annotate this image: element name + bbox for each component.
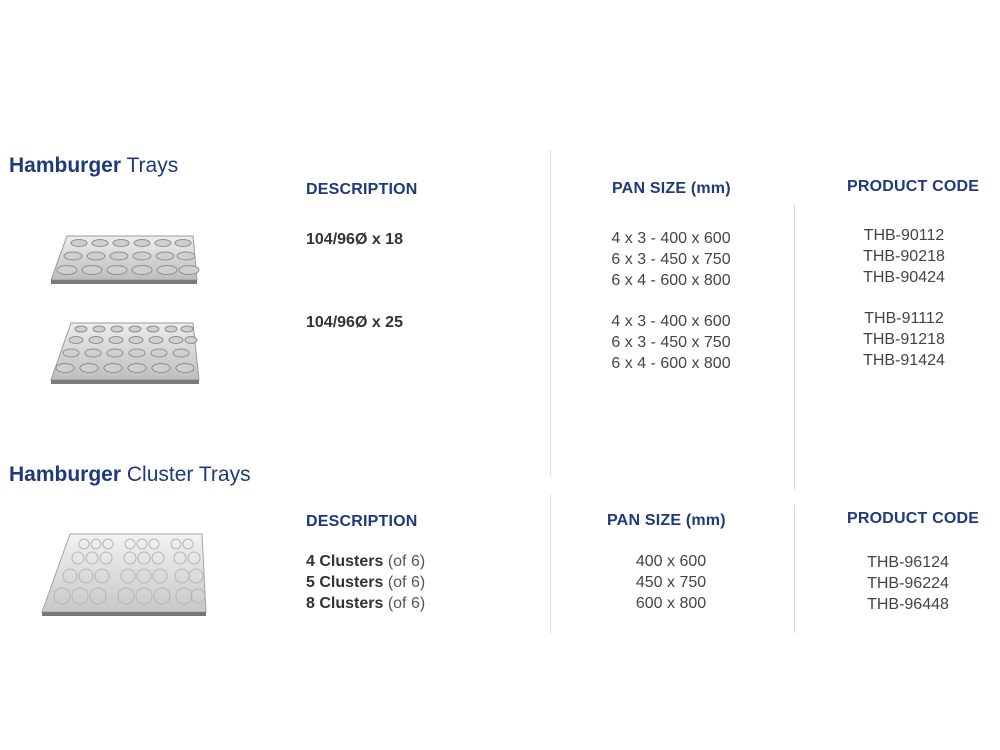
product-code-value: THB-90424 bbox=[863, 269, 945, 286]
product-code-value: THB-90218 bbox=[863, 248, 945, 265]
product-code-value: THB-96224 bbox=[867, 575, 949, 592]
column-divider bbox=[550, 150, 551, 475]
pan-size-value: 6 x 3 - 450 x 750 bbox=[611, 251, 731, 268]
column-divider bbox=[550, 495, 551, 633]
cluster-pan-sizes bbox=[606, 551, 736, 614]
column-divider bbox=[794, 505, 795, 633]
pan-size-value: 400 x 600 bbox=[635, 553, 707, 570]
section-title-hamburger-trays bbox=[9, 154, 178, 178]
tray-18-image bbox=[45, 230, 205, 290]
product-code-value: THB-96124 bbox=[867, 554, 949, 571]
product-code-value: THB-96448 bbox=[867, 596, 949, 613]
product-code-value: THB-91424 bbox=[863, 352, 945, 369]
header-pan-size: PAN SIZE (mm) bbox=[607, 512, 726, 529]
pan-size-value: 4 x 3 - 400 x 600 bbox=[611, 313, 731, 330]
header-product-code: PRODUCT CODE bbox=[847, 178, 980, 195]
cluster-count: 5 Clusters bbox=[306, 574, 384, 591]
cluster-product-codes bbox=[848, 552, 968, 615]
header-description: DESCRIPTION bbox=[306, 513, 418, 530]
pan-size-value: 4 x 3 - 400 x 600 bbox=[611, 230, 731, 247]
cluster-count: 4 Clusters bbox=[306, 553, 384, 570]
pan-size-value: 600 x 800 bbox=[635, 595, 707, 612]
header-description: DESCRIPTION bbox=[306, 181, 418, 198]
cluster-description-row bbox=[306, 551, 425, 572]
tray-25-image bbox=[45, 318, 205, 390]
row2-pan-sizes bbox=[586, 311, 756, 374]
row1-pan-sizes bbox=[586, 228, 756, 291]
title-light: Cluster Trays bbox=[126, 463, 251, 486]
row2-product-codes bbox=[844, 308, 964, 371]
pan-size-value: 450 x 750 bbox=[635, 574, 707, 591]
pan-size-value: 6 x 4 - 600 x 800 bbox=[611, 355, 731, 372]
cluster-description-row bbox=[306, 593, 425, 614]
cluster-of: (of 6) bbox=[387, 574, 426, 591]
pan-size-value: 6 x 4 - 600 x 800 bbox=[611, 272, 731, 289]
title-bold: Hamburger bbox=[9, 154, 122, 177]
column-divider bbox=[794, 205, 795, 490]
product-code-value: THB-91218 bbox=[863, 331, 945, 348]
cluster-description-row bbox=[306, 572, 425, 593]
header-product-code: PRODUCT CODE bbox=[847, 510, 980, 527]
row1-product-codes bbox=[844, 225, 964, 288]
cluster-tray-image bbox=[38, 530, 210, 622]
row1-description: 104/96Ø x 18 bbox=[306, 231, 403, 248]
product-code-value: THB-90112 bbox=[863, 227, 945, 244]
row2-description: 104/96Ø x 25 bbox=[306, 314, 403, 331]
title-bold: Hamburger bbox=[9, 463, 122, 486]
title-light: Trays bbox=[126, 154, 179, 177]
header-pan-size: PAN SIZE (mm) bbox=[612, 180, 731, 197]
cluster-count: 8 Clusters bbox=[306, 595, 384, 612]
cluster-descriptions bbox=[306, 551, 425, 614]
section-title-hamburger-cluster-trays bbox=[9, 463, 251, 487]
cluster-of: (of 6) bbox=[387, 553, 426, 570]
product-code-value: THB-91112 bbox=[864, 310, 944, 327]
pan-size-value: 6 x 3 - 450 x 750 bbox=[611, 334, 731, 351]
cluster-of: (of 6) bbox=[387, 595, 426, 612]
